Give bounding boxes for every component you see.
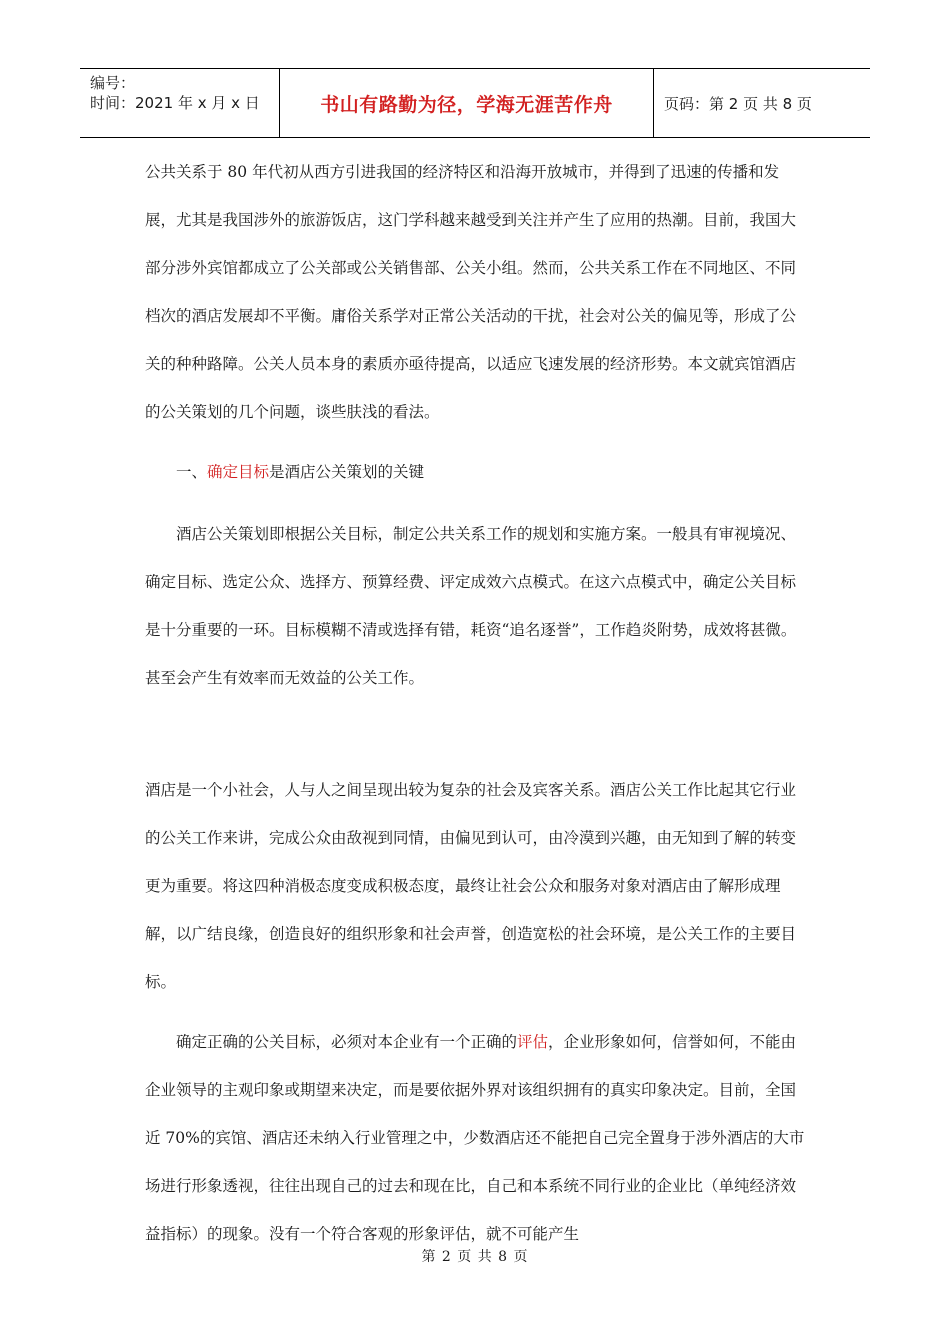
header-motto-cell <box>280 69 654 137</box>
number-label: 编号： <box>90 74 136 92</box>
page-footer: 第 2 页 共 8 页 <box>421 1249 529 1265</box>
heading-prefix: 一、 <box>176 463 208 481</box>
evaluation-before: 确定正确的公关目标，必须对本企业有一个正确的 <box>176 1033 518 1051</box>
header-meta <box>80 69 280 137</box>
paragraph-intro: 公共关系于 80 年代初从西方引进我国的经济特区和沿海开放城市，并得到了迅速的传播和发展，尤其是我国涉外的旅游饭店，这门学科越来越受到关注并产生了应用的热潮。目前，我国大部分涉外宾馆都成立了公关部或公关销售部、公关小组。然而，公共关系工作在不同地区、不同档次的酒店发展却不平衡。庸俗关系学对正常公关活动的干扰，社会对公关的偏见等，形成了公关的种种路障。公关人员本身的素质亦亟待提高，以适应飞速发展的经济形势。本文就宾馆酒店的公关策划的几个问题，谈些肤浅的看法。 <box>145 163 797 421</box>
document-header <box>80 68 870 138</box>
evaluation-highlight: 评估 <box>517 1033 549 1051</box>
heading-highlight: 确定目标 <box>207 463 270 481</box>
header-page-info: 页码：第 2 页 共 8 页 <box>664 94 812 113</box>
paragraph-planning: 酒店公关策划即根据公关目标，制定公共关系工作的规划和实施方案。一般具有审视境况、确定目标、选定公众、选择方、预算经费、评定成效六点模式。在这六点模式中，确定公关目标是十分重要的一环。目标模糊不清或选择有错，耗资“追名逐誉”，工作趋炎附势，成效将甚微。甚至会产生有效率而无效益的公关工作。 <box>145 525 797 687</box>
evaluation-after: ，企业形象如何，信誉如何，不能由企业领导的主观印象或期望来决定，而是要依据外界对该组织拥有的真实印象决定。目前，全国近 70%的宾馆、酒店还未纳入行业管理之中，少数酒店还不能把自己完全置身于涉外酒店的大市场进行形象透视，往往出现自己的过去和现在比，自己和本系统不同行业的企业比（单纯经济效益指标）的现象。没有一个符合客观的形象评估，就不可能产生 <box>145 1033 805 1243</box>
paragraph-evaluation <box>145 1018 805 1258</box>
document-body <box>145 148 805 1258</box>
heading-rest: 是酒店公关策划的关键 <box>269 463 425 481</box>
paragraph-society: 酒店是一个小社会，人与人之间呈现出较为复杂的社会及宾客关系。酒店公关工作比起其它行业的公关工作来讲，完成公众由敌视到同情，由偏见到认可，由冷漠到兴趣，由无知到了解的转变更为重要。将这四种消极态度变成积极态度，最终让社会公众和服务对象对酒店由了解形成理解，以广结良缘，创造良好的组织形象和社会声誉，创造宽松的社会环境，是公关工作的主要目标。 <box>145 781 797 991</box>
section-heading <box>145 448 805 496</box>
time-label: 时间：2021 年 x 月 x 日 <box>90 94 260 112</box>
header-motto: 书山有路勤为径，学海无涯苦作舟 <box>320 93 613 116</box>
